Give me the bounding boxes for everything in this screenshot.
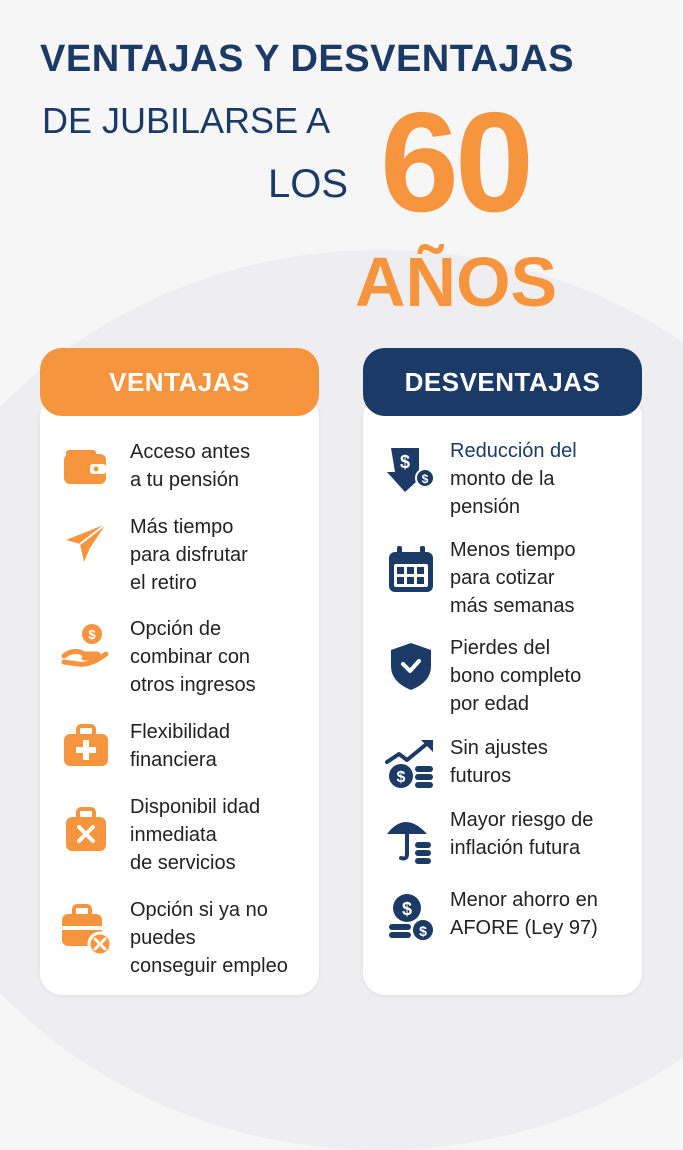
svg-text:$: $ <box>421 472 429 486</box>
svg-text:$: $ <box>88 627 96 642</box>
calendar-icon <box>385 544 437 596</box>
shield-icon <box>385 640 437 692</box>
ventaja-text: Más tiempo para disfrutar el retiro <box>130 516 248 594</box>
title-line-2: DE JUBILARSE A <box>42 100 331 141</box>
desventaja-text: Sin ajustes futuros <box>450 737 548 787</box>
medical-kit-icon <box>60 720 112 772</box>
coin-stack-icon <box>385 892 437 944</box>
desventajas-header: DESVENTAJAS <box>363 348 642 416</box>
briefcase-cancel-icon <box>60 904 112 956</box>
growth-coins-icon <box>385 738 437 790</box>
ventaja-text: Acceso antes a tu pensión <box>130 441 251 491</box>
title-line-1: VENTAJAS Y DESVENTAJAS <box>40 38 575 80</box>
ventajas-header: VENTAJAS <box>40 348 319 416</box>
ventaja-text: Flexibilidad financiera <box>130 721 231 771</box>
hand-coin-icon <box>60 620 112 672</box>
ventaja-text: Disponibil idad inmediata de servicios <box>130 796 261 874</box>
x-briefcase-icon <box>60 805 112 857</box>
svg-text:$: $ <box>396 769 406 786</box>
desventaja-text: Menos tiempo para cotizar más semanas <box>450 539 576 617</box>
desventaja-text: Reducción del monto de la pensión <box>450 440 577 518</box>
wallet-icon <box>60 440 112 492</box>
umbrella-coins-icon <box>385 812 437 864</box>
money-down-icon <box>385 442 437 494</box>
desventaja-text: Pierdes del bono completo por edad <box>450 637 582 715</box>
title-unit: AÑOS <box>355 243 558 321</box>
desventaja-text: Menor ahorro en AFORE (Ley 97) <box>450 889 598 939</box>
ventaja-text: Opción si ya no puedes conseguir empleo <box>130 899 288 977</box>
ventaja-text: Opción de combinar con otros ingresos <box>130 618 256 696</box>
airplane-icon <box>60 518 112 570</box>
title-number: 60 <box>380 83 530 242</box>
svg-text:$: $ <box>399 452 411 472</box>
title-line-3: LOS <box>268 162 349 206</box>
svg-text:$: $ <box>419 923 427 939</box>
svg-text:$: $ <box>401 899 413 919</box>
desventaja-text: Mayor riesgo de inflación futura <box>450 809 594 859</box>
